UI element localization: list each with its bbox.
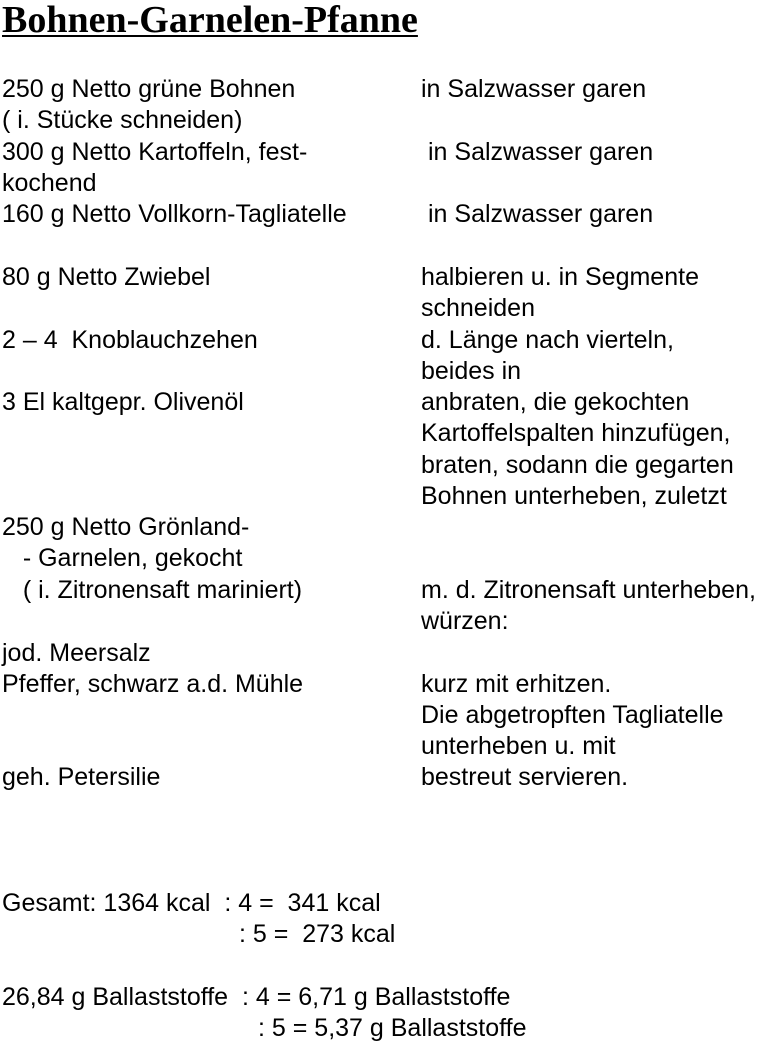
instruction-line: Kartoffelspalten hinzufügen, <box>421 419 731 447</box>
instruction-line: halbieren u. in Segmente <box>421 263 699 291</box>
instruction-line: Bohnen unterheben, zuletzt <box>421 482 727 510</box>
ingredient-line: ( i. Zitronensaft mariniert) <box>2 576 303 604</box>
instruction-line: beides in <box>421 357 522 385</box>
ingredient-line: ( i. Stücke schneiden) <box>2 106 243 134</box>
ingredient-line: 3 El kaltgepr. Olivenöl <box>2 388 244 416</box>
instruction-line: in Salzwasser garen <box>428 138 654 166</box>
ingredient-line: jod. Meersalz <box>2 639 151 667</box>
instruction-line: unterheben u. mit <box>421 732 616 760</box>
instruction-line: d. Länge nach vierteln, <box>421 326 674 354</box>
ingredient-line: Pfeffer, schwarz a.d. Mühle <box>2 670 304 698</box>
ingredient-line: 80 g Netto Zwiebel <box>2 263 211 291</box>
instruction-line: anbraten, die gekochten <box>421 388 690 416</box>
instruction-line: braten, sodann die gegarten <box>421 451 734 479</box>
ingredient-line: kochend <box>2 169 97 197</box>
kcal-total-line: Gesamt: 1364 kcal : 4 = 341 kcal <box>2 889 381 917</box>
ingredient-line: 2 – 4 Knoblauchzehen <box>2 326 258 354</box>
ingredient-line: - Garnelen, gekocht <box>2 544 243 572</box>
ingredient-line: 250 g Netto Grönland- <box>2 513 250 541</box>
kcal-per-five-line: : 5 = 273 kcal <box>239 920 396 948</box>
ingredient-line: geh. Petersilie <box>2 763 161 791</box>
ingredient-line: 250 g Netto grüne Bohnen <box>2 75 296 103</box>
recipe-title: Bohnen-Garnelen-Pfanne <box>2 0 418 41</box>
instruction-line: in Salzwasser garen <box>421 75 647 103</box>
fiber-total-line: 26,84 g Ballaststoffe : 4 = 6,71 g Ballaststoffe <box>2 983 511 1011</box>
instruction-line: würzen: <box>421 607 509 635</box>
instruction-line: bestreut servieren. <box>421 763 629 791</box>
instruction-line: schneiden <box>421 294 535 322</box>
instruction-line: in Salzwasser garen <box>428 200 654 228</box>
instruction-line: Die abgetropften Tagliatelle <box>421 701 724 729</box>
fiber-per-five-line: : 5 = 5,37 g Ballaststoffe <box>258 1014 527 1042</box>
ingredient-line: 160 g Netto Vollkorn-Tagliatelle <box>2 200 347 228</box>
instruction-line: m. d. Zitronensaft unterheben, <box>421 576 756 604</box>
ingredient-line: 300 g Netto Kartoffeln, fest- <box>2 138 308 166</box>
instruction-line: kurz mit erhitzen. <box>421 670 612 698</box>
